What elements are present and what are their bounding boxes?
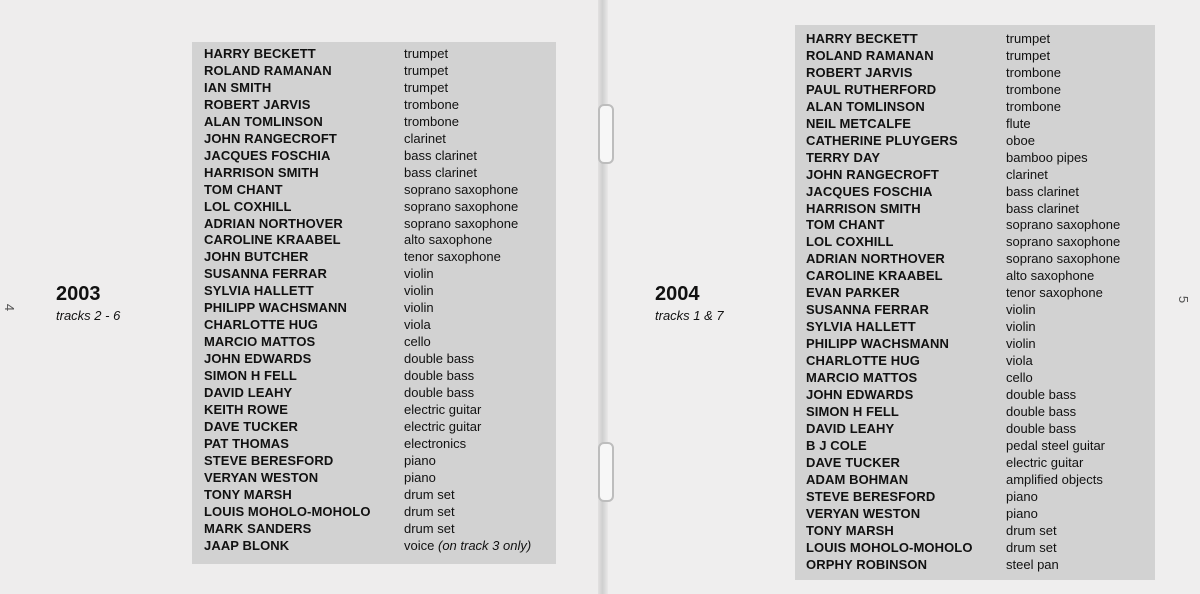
instrument-label: piano <box>1006 505 1038 521</box>
musician-row <box>204 418 482 436</box>
musician-row <box>204 249 501 266</box>
musician-name: TONY MARSH <box>806 522 894 538</box>
musician-instrument <box>1006 65 1061 82</box>
musician-row <box>806 200 1079 218</box>
musician-row <box>806 149 1088 167</box>
musician-instrument <box>1006 353 1033 370</box>
instrument-label: clarinet <box>404 130 446 146</box>
musician-row <box>806 556 1059 574</box>
musician-instrument <box>1006 234 1120 251</box>
musician-instrument <box>404 521 455 538</box>
instrument-label: trombone <box>1006 64 1061 80</box>
musician-instrument <box>404 487 455 504</box>
musician-row <box>204 283 434 300</box>
instrument-note: (on track 3 only) <box>437 537 532 553</box>
musician-row <box>204 79 449 97</box>
musician-name: LOUIS MOHOLO-MOHOLO <box>806 539 973 555</box>
musician-row <box>806 319 1036 336</box>
instrument-label: double bass <box>1006 387 1077 403</box>
musician-instrument <box>1006 31 1050 48</box>
musician-row <box>806 285 1103 302</box>
musician-row <box>204 300 434 317</box>
musician-row <box>204 164 477 182</box>
musician-name: ADRIAN NORTHOVER <box>806 251 945 267</box>
musician-instrument <box>1006 184 1079 201</box>
musician-name: MARCIO MATTOS <box>204 334 316 350</box>
instrument-label: soprano saxophone <box>404 215 519 231</box>
musician-instrument <box>404 419 481 436</box>
musician-name: DAVID LEAHY <box>204 385 293 401</box>
musician-instrument <box>1006 133 1035 150</box>
musician-instrument <box>404 334 431 351</box>
musician-row <box>204 486 455 504</box>
musician-name: JACQUES FOSCHIA <box>806 183 933 199</box>
musician-instrument <box>404 504 455 521</box>
musician-row <box>204 113 459 131</box>
instrument-label: trombone <box>1006 98 1061 114</box>
musician-name: SIMON H FELL <box>204 368 297 384</box>
instrument-label: drum set <box>404 520 455 536</box>
musician-row <box>806 98 1061 116</box>
instrument-label: trombone <box>404 96 459 112</box>
musician-name: HARRY BECKETT <box>806 31 918 46</box>
musician-instrument <box>404 114 459 131</box>
musician-name: HARRISON SMITH <box>204 164 319 180</box>
musician-row <box>806 64 1061 82</box>
year-heading-2003: 2003 <box>56 283 101 305</box>
musician-name: ADAM BOHMAN <box>806 471 909 487</box>
musician-name: IAN SMITH <box>204 79 272 95</box>
musician-row <box>204 147 477 165</box>
musician-instrument <box>404 385 474 402</box>
instrument-label: drum set <box>404 503 455 519</box>
instrument-label: trumpet <box>404 46 449 61</box>
instrument-label: drum set <box>404 486 455 502</box>
instrument-label: trombone <box>1006 81 1061 97</box>
instrument-label: violin <box>404 300 434 316</box>
musician-row <box>204 520 455 538</box>
musician-row <box>806 302 1036 319</box>
musician-name: NEIL METCALFE <box>806 115 912 131</box>
instrument-label: amplified objects <box>1006 471 1103 487</box>
musician-row <box>204 46 449 63</box>
musician-instrument <box>1006 489 1038 506</box>
musician-instrument <box>404 436 466 453</box>
instrument-label: violin <box>404 266 434 282</box>
musician-name: ALAN TOMLINSON <box>806 98 925 114</box>
musician-name: CAROLINE KRAABEL <box>204 232 341 248</box>
musician-name: TOM CHANT <box>204 181 283 197</box>
instrument-label: bass clarinet <box>404 147 477 163</box>
instrument-label: cello <box>1006 370 1033 386</box>
page-number-right: 5 <box>1176 295 1192 304</box>
musician-name: VERYAN WESTON <box>204 469 319 485</box>
instrument-label: trumpet <box>1006 47 1051 63</box>
musician-instrument <box>404 317 431 334</box>
instrument-label: oboe <box>1006 132 1035 148</box>
instrument-label: alto saxophone <box>1006 268 1095 284</box>
musician-name: ORPHY ROBINSON <box>806 556 928 572</box>
musician-row <box>204 435 467 453</box>
musician-row <box>204 62 449 80</box>
instrument-label: drum set <box>1006 539 1057 555</box>
musician-row <box>806 166 1048 184</box>
musician-name: JACQUES FOSCHIA <box>204 147 331 163</box>
instrument-label: bass clarinet <box>1006 183 1079 199</box>
musician-name: LOL COXHILL <box>806 234 894 250</box>
musician-row <box>806 387 1077 404</box>
musician-name: JAAP BLONK <box>204 537 290 553</box>
musician-row <box>204 452 436 470</box>
instrument-label: trumpet <box>404 62 449 78</box>
musician-name: CATHERINE PLUYGERS <box>806 132 958 148</box>
musician-list-2004 <box>806 31 1121 574</box>
instrument-label: clarinet <box>1006 166 1048 182</box>
musician-instrument <box>1006 201 1079 218</box>
musician-instrument <box>1006 370 1033 387</box>
musician-instrument <box>1006 217 1120 234</box>
instrument-label: bass clarinet <box>404 164 477 180</box>
musician-name: PHILIPP WACHSMANN <box>806 336 950 352</box>
instrument-label: electronics <box>404 435 467 451</box>
instrument-label: flute <box>1006 115 1031 131</box>
instrument-label: bamboo pipes <box>1006 149 1088 165</box>
musician-row <box>204 469 436 487</box>
instrument-label: soprano saxophone <box>1006 234 1121 250</box>
musician-name: ROBERT JARVIS <box>204 96 311 112</box>
musician-name: ADRIAN NORTHOVER <box>204 215 343 231</box>
instrument-label: voice <box>404 537 435 553</box>
instrument-label: bass clarinet <box>1006 200 1079 216</box>
musician-instrument <box>404 470 436 487</box>
instrument-label: double bass <box>404 368 475 384</box>
musician-row <box>806 47 1051 65</box>
musician-row <box>806 251 1121 268</box>
instrument-label: double bass <box>1006 403 1077 419</box>
musician-instrument <box>404 97 459 114</box>
instrument-label: double bass <box>404 385 475 401</box>
musician-instrument <box>1006 336 1036 353</box>
instrument-label: soprano saxophone <box>1006 217 1121 233</box>
musician-instrument <box>404 538 531 555</box>
musician-row <box>204 181 519 199</box>
musician-name: PAT THOMAS <box>204 435 290 451</box>
musician-instrument <box>1006 472 1103 489</box>
musician-name: ROBERT JARVIS <box>806 64 913 80</box>
instrument-label: soprano saxophone <box>1006 251 1121 267</box>
musician-name: SUSANNA FERRAR <box>806 302 929 318</box>
musician-row <box>806 488 1038 506</box>
instrument-label: piano <box>1006 488 1038 504</box>
musician-instrument <box>404 199 518 216</box>
musician-row <box>806 420 1077 438</box>
musician-name: PHILIPP WACHSMANN <box>204 300 348 316</box>
musician-row <box>204 351 475 368</box>
musician-instrument <box>1006 99 1061 116</box>
musician-instrument <box>404 249 501 266</box>
musician-name: JOHN BUTCHER <box>204 249 309 265</box>
musician-instrument <box>1006 82 1061 99</box>
musician-name: SYLVIA HALLETT <box>204 283 314 299</box>
musician-instrument <box>404 216 518 233</box>
musician-name: HARRY BECKETT <box>204 46 316 61</box>
musician-row <box>204 232 493 249</box>
musician-row <box>806 132 1035 150</box>
instrument-label: drum set <box>1006 522 1057 538</box>
instrument-label: trumpet <box>1006 31 1051 46</box>
instrument-label: electric guitar <box>404 418 482 434</box>
musician-instrument <box>404 283 434 300</box>
musician-instrument <box>404 453 436 470</box>
musician-instrument <box>1006 48 1050 65</box>
musician-instrument <box>1006 302 1036 319</box>
musician-name: DAVID LEAHY <box>806 420 895 436</box>
musician-instrument <box>1006 285 1103 302</box>
musician-row <box>204 317 431 334</box>
musician-instrument <box>404 165 477 182</box>
musician-name: ALAN TOMLINSON <box>204 113 323 129</box>
musician-name: ROLAND RAMANAN <box>806 47 934 63</box>
musician-row <box>806 336 1036 353</box>
instrument-label: trumpet <box>404 79 449 95</box>
musician-instrument <box>404 63 448 80</box>
instrument-label: tenor saxophone <box>404 249 501 265</box>
musician-row <box>204 368 475 385</box>
musician-name: TERRY DAY <box>806 149 881 165</box>
musician-instrument <box>1006 421 1076 438</box>
musician-instrument <box>404 131 446 148</box>
musician-name: DAVE TUCKER <box>204 418 299 434</box>
musician-row <box>806 437 1106 455</box>
musician-row <box>204 402 482 419</box>
instrument-label: electric guitar <box>1006 454 1084 470</box>
musician-instrument <box>1006 404 1076 421</box>
musician-instrument <box>404 182 518 199</box>
instrument-label: piano <box>404 469 436 485</box>
instrument-label: electric guitar <box>404 402 482 418</box>
musician-name: JOHN EDWARDS <box>204 351 312 367</box>
musician-instrument <box>1006 455 1083 472</box>
musician-list-2003 <box>204 46 532 555</box>
musician-row <box>806 454 1084 472</box>
musician-name: KEITH ROWE <box>204 402 289 418</box>
musician-row <box>204 503 455 521</box>
musician-name: JOHN EDWARDS <box>806 387 914 403</box>
musician-row <box>806 268 1095 285</box>
musician-instrument <box>1006 387 1076 404</box>
musician-name: LOL COXHILL <box>204 198 292 214</box>
musician-name: LOUIS MOHOLO-MOHOLO <box>204 503 371 519</box>
musician-instrument <box>1006 523 1057 540</box>
musician-name: SIMON H FELL <box>806 403 899 419</box>
musician-name: SYLVIA HALLETT <box>806 319 916 335</box>
booklet-spine <box>598 0 608 594</box>
musician-name: STEVE BERESFORD <box>806 488 936 504</box>
musician-row <box>204 385 475 402</box>
instrument-label: steel pan <box>1006 556 1059 572</box>
instrument-label: soprano saxophone <box>404 181 519 197</box>
musician-name: ROLAND RAMANAN <box>204 62 332 78</box>
page-number-left: 4 <box>2 303 18 312</box>
musician-name: CHARLOTTE HUG <box>204 317 318 333</box>
musician-name: SUSANNA FERRAR <box>204 266 327 282</box>
musician-name: HARRISON SMITH <box>806 200 921 216</box>
instrument-label: trombone <box>404 113 459 129</box>
instrument-label: piano <box>404 452 436 468</box>
musician-instrument <box>404 351 474 368</box>
musician-row <box>806 370 1033 387</box>
musician-instrument <box>1006 557 1059 574</box>
staple-top <box>598 104 614 164</box>
musician-row <box>806 115 1031 133</box>
musician-instrument <box>1006 251 1120 268</box>
musician-instrument <box>404 46 448 63</box>
musician-row <box>204 334 431 351</box>
musician-instrument <box>404 300 434 317</box>
musician-instrument <box>1006 319 1036 336</box>
musician-row <box>204 537 532 555</box>
musician-name: TONY MARSH <box>204 486 292 502</box>
musician-instrument <box>1006 268 1094 285</box>
musician-row <box>806 31 1051 48</box>
musician-instrument <box>404 232 492 249</box>
instrument-label: violin <box>1006 319 1036 335</box>
musician-name: PAUL RUTHERFORD <box>806 81 937 97</box>
year-heading-2004: 2004 <box>655 283 700 305</box>
musician-instrument <box>404 266 434 283</box>
musician-row <box>204 130 446 148</box>
instrument-label: viola <box>404 317 431 333</box>
musician-instrument <box>404 368 474 385</box>
musician-row <box>806 403 1077 421</box>
instrument-label: double bass <box>404 351 475 367</box>
musician-row <box>204 215 519 233</box>
tracks-label-2004: tracks 1 & 7 <box>655 308 724 323</box>
instrument-label: pedal steel guitar <box>1006 437 1106 453</box>
musician-row <box>204 96 459 114</box>
musician-name: B J COLE <box>806 437 867 453</box>
musician-instrument <box>1006 167 1048 184</box>
musician-row <box>806 539 1057 557</box>
musician-name: CHARLOTTE HUG <box>806 353 920 369</box>
musician-row <box>806 234 1121 251</box>
instrument-label: violin <box>1006 336 1036 352</box>
musician-name: TOM CHANT <box>806 217 885 233</box>
musician-name: VERYAN WESTON <box>806 505 921 521</box>
musician-name: STEVE BERESFORD <box>204 452 334 468</box>
musician-name: MARK SANDERS <box>204 520 312 536</box>
musician-name: CAROLINE KRAABEL <box>806 268 943 284</box>
tracks-label-2003: tracks 2 - 6 <box>56 308 121 323</box>
musician-instrument <box>1006 150 1088 167</box>
musician-instrument <box>404 148 477 165</box>
musician-name: EVAN PARKER <box>806 285 900 301</box>
musician-name: DAVE TUCKER <box>806 454 901 470</box>
musician-name: JOHN RANGECROFT <box>806 166 939 182</box>
musician-row <box>806 522 1057 540</box>
musician-instrument <box>1006 506 1038 523</box>
musician-row <box>204 198 519 216</box>
musician-row <box>806 217 1121 234</box>
musician-instrument <box>1006 116 1031 133</box>
instrument-label: viola <box>1006 353 1033 369</box>
instrument-label: violin <box>404 283 434 299</box>
instrument-label: violin <box>1006 302 1036 318</box>
instrument-label: soprano saxophone <box>404 198 519 214</box>
musician-name: MARCIO MATTOS <box>806 370 918 386</box>
staple-bottom <box>598 442 614 502</box>
musician-instrument <box>1006 438 1105 455</box>
instrument-label: double bass <box>1006 420 1077 436</box>
musician-instrument <box>1006 540 1057 557</box>
musician-row <box>806 471 1103 489</box>
musician-row <box>806 353 1033 370</box>
instrument-label: cello <box>404 334 431 350</box>
musician-row <box>806 81 1061 99</box>
musician-name: JOHN RANGECROFT <box>204 130 337 146</box>
musician-instrument <box>404 80 448 97</box>
musician-row <box>806 183 1079 201</box>
musician-row <box>806 505 1038 523</box>
musician-row <box>204 266 434 283</box>
musician-instrument <box>404 402 481 419</box>
instrument-label: alto saxophone <box>404 232 493 248</box>
instrument-label: tenor saxophone <box>1006 285 1103 301</box>
